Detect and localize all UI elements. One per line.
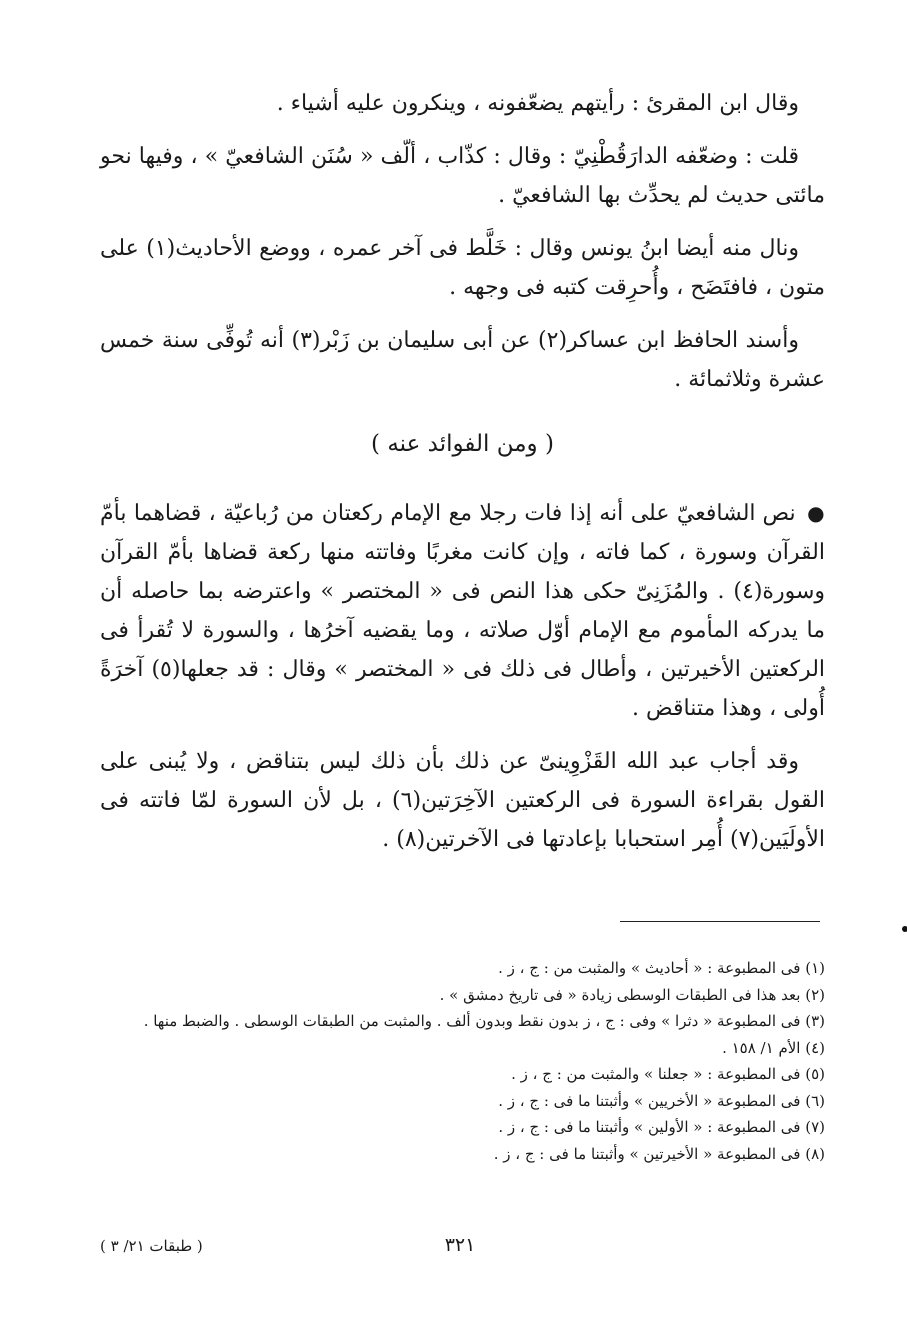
footnote-8: (٨) فى المطبوعة « الأخيرتين » وأثبتنا ما فى : ج ، ز .	[493, 1144, 825, 1163]
footnote-1: (١) فى المطبوعة : « أحاديث » والمثبت من : ج ، ز .	[498, 959, 825, 977]
paragraph-ibn-yunus: ونال منه أيضا ابنُ يونس وقال : خَلَّط فى آخر عمره ، ووضع الأحاديث(١) على متون ، فافتَضَح ، وأُحرِقت كتبه فى وجهه .	[100, 236, 825, 300]
bullet-icon: ●	[807, 501, 825, 525]
paragraph-shafii-body: نص الشافعيّ على أنه إذا فات رجلا مع الإمام ركعتان من رُباعيّة ، قضاهما بأمّ القرآن وسورة ، كما فاته ، وإن كانت مغربًا وفاتته منها ركعة قضاها بأمّ القرآن وسورة(٤) . والمُزَنِىّ حكى هذا النص فى « المختصر » واعترضه بما حاصله أن ما يدركه المأموم مع الإمام أوّل صلاته ، وما يقضيه آخرُها ، والسورة لا تُقرأ فى الركعتين الأخيرتين ، وأطال فى ذلك فى « المختصر » وقال : قد جعلها(٥) آخرَةً أُولى ، وهذا متناقض .	[100, 501, 826, 721]
footnote-7: (٧) فى المطبوعة : « الأولين » وأثبتنا ما فى : ج ، ز .	[498, 1118, 825, 1136]
paragraph-shafii-text	[100, 494, 825, 728]
main-text	[100, 84, 825, 873]
footnote-2: (٢) بعد هذا فى الطبقات الوسطى زيادة « فى تاريخ دمشق » .	[439, 985, 825, 1004]
footnote-divider	[620, 921, 820, 922]
footnote-4: (٤) الأم ١/ ١٥٨ .	[722, 1038, 825, 1057]
paragraph-ibn-asakir: وأسند الحافظ ابن عساكر(٢) عن أبى سليمان بن زَبْر(٣) أنه تُوفِّى سنة خمس عشرة وثلاثمائة .	[100, 328, 825, 392]
page-number: ٣٢١	[444, 1234, 476, 1256]
paragraph-qazwini: وقد أجاب عبد الله القَزْوِينىّ عن ذلك بأن ذلك ليس بتناقض ، ولا يُبنى على القول بقراءة السورة فى الركعتين الآخِرَتين(٦) ، بل لأن السورة لمّا فاتته فى الأولَيَين(٧) أُمِر استحبابا بإعادتها فى الآخرتين(٨) .	[100, 749, 826, 852]
paragraph-ibn-almuqri: وقال ابن المقرئ : رأيتهم يضعّفونه ، وينكرون عليه أشياء .	[276, 91, 799, 116]
footnotes	[100, 955, 825, 1167]
printer-signature: ( طبقات ٢١/ ٣ )	[100, 1237, 203, 1255]
section-heading: ( ومن الفوائد عنه )	[371, 431, 554, 457]
margin-mark	[902, 926, 907, 932]
paragraph-daraqutni: قلت : وضعّفه الدارَقُطْنِيّ : وقال : كذّاب ، ألّف « سُنَن الشافعيّ » ، وفيها نحو مائتى حديث لم يحدِّث بها الشافعيّ .	[100, 144, 825, 208]
footnote-5: (٥) فى المطبوعة : « جعلنا » والمثبت من : ج ، ز .	[511, 1065, 825, 1083]
footnote-6: (٦) فى المطبوعة « الأخريين » وأثبتنا ما فى : ج ، ز .	[498, 1091, 825, 1110]
footnote-3: (٣) فى المطبوعة « دثرا » وفى : ج ، ز بدون نقط وبدون ألف . والمثبت من الطبقات الوسطى . والضبط منها .	[143, 1012, 825, 1030]
